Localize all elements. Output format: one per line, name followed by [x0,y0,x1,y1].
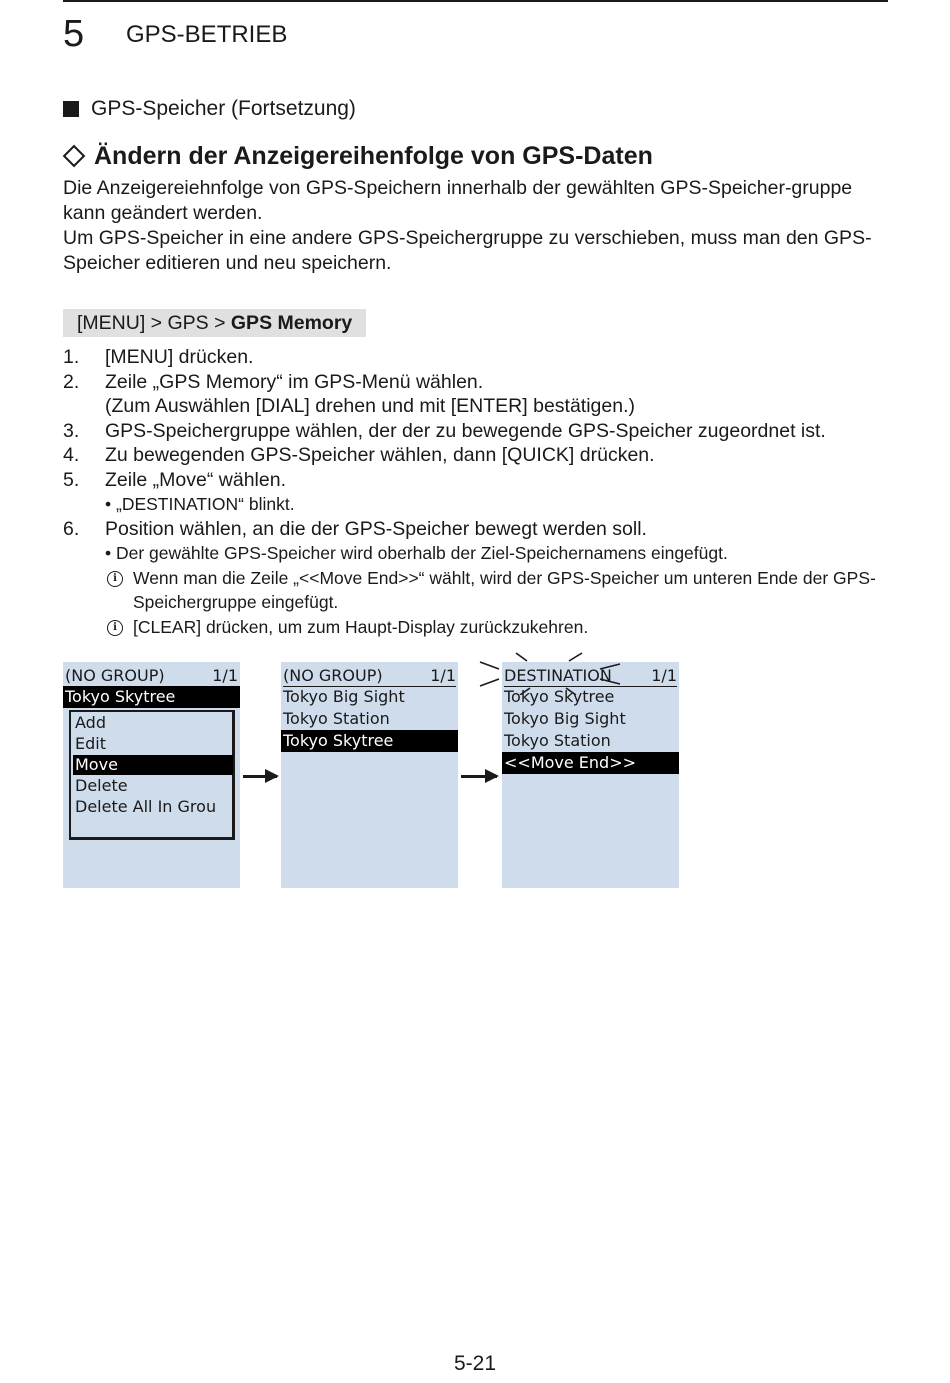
diamond-icon [63,145,86,168]
steps-list [63,345,893,639]
step-number: 6. [63,517,80,540]
screen-destination [502,662,679,888]
step-item [63,443,893,468]
memory-row[interactable]: Tokyo Big Sight [283,687,405,706]
step-text: [MENU] drücken. [105,346,254,368]
step-item [63,419,893,444]
intro-paragraph: Um GPS-Speicher in eine andere GPS-Speichergruppe zu verschieben, muss man den GPS-Speicher editieren und neu speichern. [63,227,872,274]
step-item [63,517,893,542]
step-text: Zu bewegenden GPS-Speicher wählen, dann [QUICK] drücken. [105,444,655,466]
step-text: Zeile „GPS Memory“ im GPS-Menü wählen. [105,370,484,393]
memory-row[interactable]: Tokyo Skytree [504,687,615,706]
section-heading [63,95,356,123]
step-text: GPS-Speichergruppe wählen, der der zu bewegende GPS-Speicher zugeordnet ist. [105,419,826,442]
menu-item-add[interactable]: Add [75,713,106,732]
screen-quick-menu [63,662,240,888]
quick-menu-popup [69,710,235,840]
intro-paragraph: Die Anzeigereiehnfolge von GPS-Speichern innerhalb der gewählten GPS-Speicher-gruppe kann geändert werden. [63,177,853,224]
step-bullet: • Der gewählte GPS-Speicher wird oberhalb der Ziel-Speichernamens eingefügt. [105,543,728,563]
page-indicator: 1/1 [212,666,238,685]
step-continuation [63,394,893,419]
screen-header [283,666,456,687]
menu-path-prefix: [MENU] > GPS > [77,312,231,334]
step-text: (Zum Auswählen [DIAL] drehen und mit [ENTER] bestätigen.) [105,395,635,417]
destination-label: DESTINATION [504,666,612,685]
menu-item-delete[interactable]: Delete [75,776,128,795]
note-item [63,566,893,615]
section-title: GPS-Speicher (Fortsetzung) [91,97,356,120]
note-text: [CLEAR] drücken, um zum Haupt-Display zurückzukehren. [133,616,589,637]
menu-path [63,309,366,337]
step-text: Position wählen, an die der GPS-Speicher bewegt werden soll. [105,517,647,540]
info-icon: i [107,620,123,636]
page-indicator: 1/1 [651,666,677,685]
menu-item-delete-all[interactable]: Delete All In Grou [75,797,217,816]
arrow-right-icon [461,775,497,778]
step-text: Zeile „Move“ wählen. [105,468,286,491]
info-icon: i [107,571,123,587]
screen-header [65,666,238,687]
step-number: 2. [63,370,80,393]
memory-row[interactable]: Tokyo Big Sight [504,709,626,728]
menu-path-target: GPS Memory [230,312,353,334]
page-number: 5-21 [453,1352,497,1375]
intro-text [63,176,888,276]
chapter-number: 5 [63,13,85,55]
chapter-title: GPS-BETRIEB [126,21,288,48]
step-number: 4. [63,444,80,466]
move-end-row[interactable]: <<Move End>> [502,752,679,774]
page-indicator: 1/1 [430,666,456,685]
note-text: Wenn man die Zeile „<<Move End>>“ wählt, wird der GPS-Speicher um unteren Ende der GPS-Speichergruppe eingefügt. [133,567,876,612]
arrow-right-icon [243,775,277,778]
step-item [63,468,893,493]
step-item [63,370,893,395]
menu-item-move[interactable]: Move [73,755,233,775]
step-item [63,345,893,370]
memory-row[interactable]: Tokyo Station [283,709,390,728]
memory-row-selected[interactable]: Tokyo Skytree [281,730,458,752]
square-bullet-icon [63,101,79,117]
selected-memory-row[interactable]: Tokyo Skytree [63,686,240,708]
top-rule [63,0,888,2]
screen-memory-list [281,662,458,888]
step-bullet: • „DESTINATION“ blinkt. [105,494,295,514]
group-name: (NO GROUP) [283,666,383,685]
subsection-heading [63,140,653,172]
step-number: 3. [63,419,80,442]
step-number: 5. [63,468,80,491]
blink-indicator-icon [472,650,632,695]
menu-item-edit[interactable]: Edit [75,734,106,753]
memory-row[interactable]: Tokyo Station [504,731,611,750]
group-name: (NO GROUP) [65,666,165,685]
note-item [63,615,893,640]
step-number: 1. [63,346,80,368]
subsection-title: Ändern der Anzeigereihenfolge von GPS-Daten [94,142,653,170]
